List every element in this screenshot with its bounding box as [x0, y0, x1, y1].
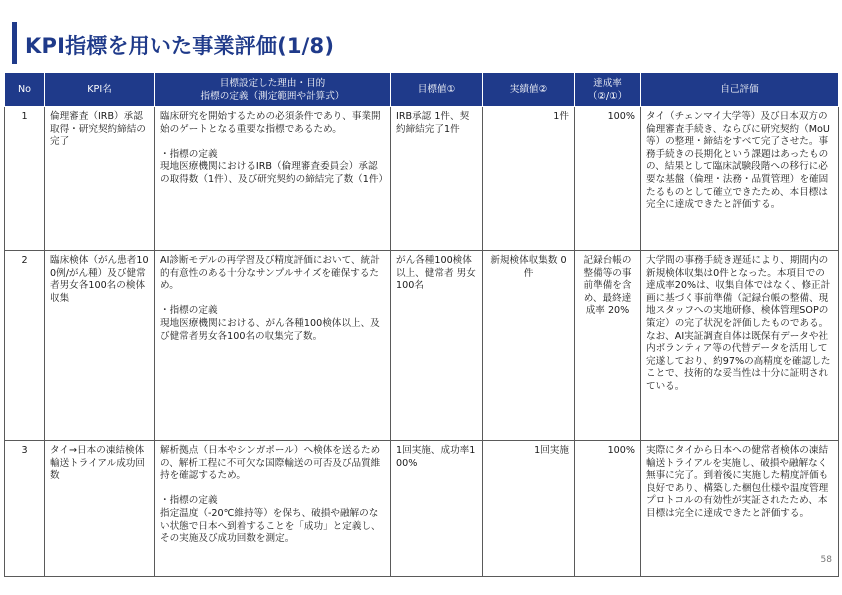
cell-ratio: 100% — [575, 107, 641, 251]
cell-actual: 新規検体収集数 0件 — [483, 251, 575, 441]
cell-reason: 臨床研究を開始するための必須条件であり、事業開始のゲートとなる重要な指標であるため。 ・指標の定義 現地医療機関におけるIRB（倫理審査委員会）承認の取得数（1件）、及び研究契約の締結完了数（1件） — [155, 107, 391, 251]
header-kpi-name: KPI名 — [45, 73, 155, 107]
cell-actual: 1件 — [483, 107, 575, 251]
title-accent-bar — [12, 22, 17, 64]
cell-no: 1 — [5, 107, 45, 251]
cell-self-eval: 大学間の事務手続き遅延により、期間内の新規検体収集は0件となった。本項目での達成率20%は、収集自体ではなく、修正計画に基づく事前準備（記録台帳の整備、現地スタッフへの実地研修、検体管理SOPの策定）の完了状況を評価したものである。なお、AI実証調査自体は既保有データや社内ボランティア等の代替データを活用して完遂しており、約97%の高精度を確認したことで、技術的な妥当性は十分に証明されている。 — [641, 251, 839, 441]
cell-actual: 1回実施 — [483, 441, 575, 577]
header-reason: 目標設定した理由・目的 指標の定義（測定範囲や計算式） — [155, 73, 391, 107]
header-self-eval: 自己評価 — [641, 73, 839, 107]
cell-target: IRB承認 1件、契約締結完了1件 — [391, 107, 483, 251]
cell-no: 3 — [5, 441, 45, 577]
table-row — [5, 107, 839, 251]
cell-kpi-name: 倫理審査（IRB）承認取得・研究契約締結の完了 — [45, 107, 155, 251]
header-ratio: 達成率 （②/①） — [575, 73, 641, 107]
cell-kpi-name: 臨床検体（がん患者100例/がん種）及び健常者男女各100名の検体収集 — [45, 251, 155, 441]
cell-self-eval: 実際にタイから日本への健常者検体の凍結輸送トライアルを実施し、破損や融解なく無事に完了。到着後に実施した精度評価も良好であり、構築した梱包仕様や温度管理プロトコルの有効性が実証されたため、本目標は完全に達成できたと評価する。 — [641, 441, 839, 577]
cell-no: 2 — [5, 251, 45, 441]
cell-ratio — [575, 251, 641, 441]
ratio-text: 記録台帳の整備等の事前準備を含め、最終達成率 20% — [583, 255, 632, 317]
header-target: 目標値① — [391, 73, 483, 107]
cell-target: 1回実施、成功率100% — [391, 441, 483, 577]
header-actual: 実績値② — [483, 73, 575, 107]
table-row — [5, 251, 839, 441]
cell-reason: AI診断モデルの再学習及び精度評価において、統計的有意性のある十分なサンプルサイズを確保するため。 ・指標の定義 現地医療機関における、がん各種100検体以上、及び健常者男女各100名の収集完了数。 — [155, 251, 391, 441]
kpi-table — [4, 72, 839, 577]
header-no: No — [5, 73, 45, 107]
cell-target: がん各種100検体以上、健常者 男女100名 — [391, 251, 483, 441]
page-title: KPI指標を用いた事業評価(1/8) — [25, 34, 335, 58]
cell-reason: 解析拠点（日本やシンガポール）へ検体を送るための、解析工程に不可欠な国際輸送の可否及び品質維持を確認するため。 ・指標の定義 指定温度（-20℃維持等）を保ち、破損や融解のない状態で日本へ到着することを「成功」と定義し、その実施及び成功回数を測定。 — [155, 441, 391, 577]
page-number: 58 — [820, 555, 832, 565]
table-header-row — [5, 73, 839, 107]
cell-self-eval: タイ（チェンマイ大学等）及び日本双方の倫理審査手続き、ならびに研究契約（MoU等）の整理・締結をすべて完了させた。事務手続きの長期化という課題はあったものの、結果として臨床試験段階への移行に必要な基盤（倫理・法務・品質管理）を確固たるものとして確立できたため、本目標は完全に達成できたと評価する。 — [641, 107, 839, 251]
table-row — [5, 441, 839, 577]
cell-ratio: 100% — [575, 441, 641, 577]
cell-kpi-name: タイ→日本の凍結検体輸送トライアル成功回数 — [45, 441, 155, 577]
